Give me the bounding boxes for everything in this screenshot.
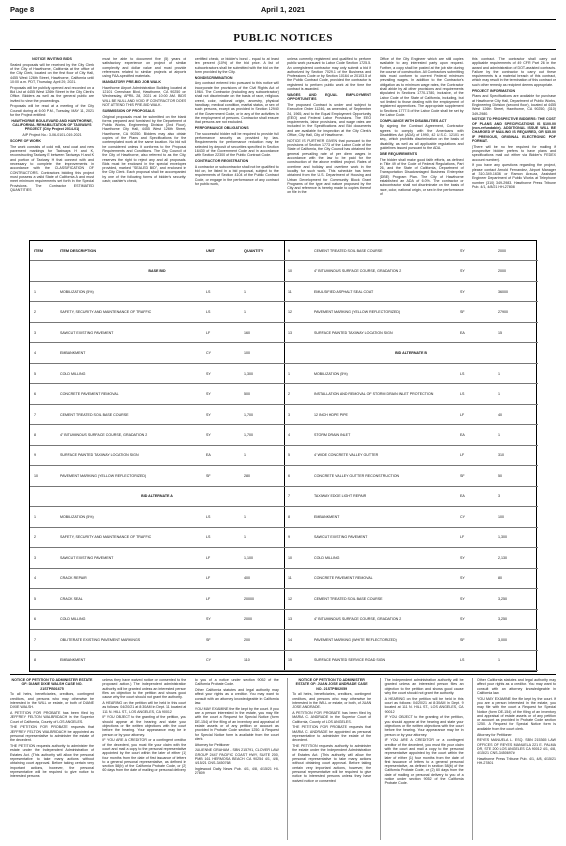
cell-item: 8: [34, 658, 36, 663]
cell-desc: PAVEMENT MARKING (YELLOW REFLECTORIZED): [314, 310, 401, 315]
column-header-quantity: QUANTITY: [244, 248, 264, 253]
page-number: Page 8: [10, 5, 35, 14]
cell-item: 9: [34, 453, 36, 458]
cell-unit: SY: [206, 433, 211, 438]
notice-paragraph: The work consists of cold mill, seal coat and new pavement markings for Taxiways H and K, reconstructing Taxiway E between Taxiways H and K and portion of Taxiway H that connect with and necessary to complete the improvements in accordance with the CLASSIFICATION OF CONTRACTORS. Contractors bidding this project must possess a valid State of California A and must meet minimum requirements set forth in the Special Provisions. The Contractor ESTIMATED QUANTITIES: [10, 144, 94, 192]
table-section-heading: [284, 343, 538, 363]
table-row: [30, 466, 284, 486]
cell-qty: 1,100: [244, 555, 253, 560]
cell-item: 1: [34, 289, 36, 294]
notice-column: [472, 57, 556, 237]
cell-item: 10: [34, 473, 38, 478]
notice-paragraph: Proposals will be publicly opened and recorded on a Bid List at 4455 West 126th Street in the City Clerk's Office. Bidders as well as the general public are invited to view the proceedings.: [10, 85, 94, 103]
cell-unit: SY: [206, 412, 211, 417]
cell-desc: CEMENT TREATED SOIL BASE COURSE: [314, 248, 383, 253]
notice-heading: PERFORMANCE OBLIGATIONS: [194, 125, 249, 130]
cell-item: 4: [34, 576, 36, 581]
notice-paragraph: must be able to document five (5) years of satisfactory experience on project of similar complexity and dollar value and must provide references related to similar projects at airports using FAA-specified materials.: [102, 57, 187, 79]
table-row: [284, 425, 538, 445]
table-row: [284, 507, 538, 527]
cell-desc: SAFETY, SECURITY AND MAINTENANCE OF TRAFFIC: [60, 310, 152, 315]
notice-column: [102, 57, 186, 237]
probate-paragraph: REYES MANUELA L. ESQ. SBN 215365 LAW OFFICES OF REYES MANUELA 221 E. PALMA DR, STE 200 LOS ANGELES CA 90012 4/1, 4/8, 4/15/21 CNS-3450697#: [477, 738, 556, 756]
table-row: [284, 364, 538, 384]
notice-column: [195, 57, 279, 237]
notice-heading: MANDATORY PRE-BID JOB WALK: [102, 79, 161, 84]
table-row: [30, 405, 284, 425]
probate-paragraph: YOU MAY EXAMINE the file kept by the court. If you are a person interested in the estate, you may file with the court a Request for Special Notice (form DE-154) of the filing of an inventory and appraisal of estate assets or of any petition or account as provided in Probate Code section 1250. A Request for Special Notice form is available from the court clerk.: [194, 706, 279, 741]
notice-heading: NONDISCRIMINATION: [194, 75, 233, 80]
cell-qty: 1,700: [244, 412, 253, 417]
cell-unit: CY: [206, 351, 211, 356]
section-label: BID ALTERNATE A: [141, 494, 173, 499]
cell-desc: 12 INCH HDPE PIPE: [314, 412, 348, 417]
cell-desc: EMULSIFIED ASPHALT SEAL COAT: [314, 289, 374, 294]
notice-paragraph: Original proposals must be submitted on the blank forms prepared and furnished by the Department of Public Works, Engineering Division (2nd Floor), Hawthorne City Hall, 4455 West 126th Street, Hawthorne, CA 90250. Bidders may also obtain copies of the Plans and Specifications for the contemplated work at the same location. No bid will be considered unless it conforms to the Proposal Requirements and Conditions. The City Council of the City of Hawthorne, also referred to as the City, reserves the right to reject any and all proposals. Bids must be enclosed in the special envelopes provided, marked "SEALED BID", and enclosed in the City Clerk. Each proposal shall be accompanied by one of the following forms of bidder's security: cash; cashier's check,: [102, 114, 187, 184]
cell-qty: 1: [244, 535, 246, 540]
cell-qty: 15: [498, 330, 502, 335]
notice-heading: COMPLIANCE WITH DISABILITIES ACT: [379, 118, 447, 123]
probate-paragraph: To all heirs, beneficiaries, creditors, contingent creditors, and persons who may otherwise be interested in the WILL or estate, or both of DIANE DIXIE WALSH.: [10, 692, 94, 710]
table-row: [284, 323, 538, 343]
cell-desc: SURFACE PAINTED TAXIWAY LOCATION SIGN: [314, 330, 393, 335]
notice-paragraph: (There will be no fee required for mailing if prospective bidder prefers to have plans and specifications mail out either via Bidder's FEDEX account number).: [472, 144, 556, 162]
cell-desc: 4" BITUMINOUS SURFACE COURSE, GRADATION 2: [314, 617, 402, 622]
cell-qty: 2000: [498, 269, 506, 274]
probate-paragraph: Other California statutes and legal authority may affect your rights as a creditor. You may want to consult with an attorney knowledgeable in California law.: [194, 688, 279, 705]
notice-heading: HAWTHORNE BOULEVARD AND HAWTHORNE, CALIFORNIA. REHABILITATION OF TAXIWAYS PROJECT (City Project 2014-01): [11, 118, 93, 132]
cell-item: 7: [34, 412, 36, 417]
cell-item: 2: [288, 392, 290, 397]
table-row: [30, 569, 284, 589]
probate-paragraph: THE PETITION FOR PROBATE requests that MARIA C. ANDRADE be appointed as personal representative to administer the estate of the decedent.: [292, 725, 372, 743]
notice-paragraph: NOTICE IS FURTHER GIVEN that pursuant to the provisions of Section 1773 of the Labor Code of the State of California, the City Council has obtained the general prevailing rate of per diem wages in accordance with the law to be paid for the construction of the above entitled project. Rates of overtime and holiday and overtime work in the locality for such work. This schedule has been obtained from the U.S. Department of Housing and Urban Development for Community Block Grant Programs of the type and nature proposed by the City and reference is hereby made to copies thereof on file in the: [287, 138, 372, 195]
probate-column: [472, 678, 556, 840]
probate-heading: NOTICE OF PETITION TO ADMINISTER ESTATE OF: DIANE DIXIE WALSH CASE NO. 21STPB01675: [11, 678, 93, 691]
cell-qty: 2000: [498, 248, 506, 253]
cell-unit: SF: [206, 637, 211, 642]
probate-paragraph: A HEARING on the petition will be held in this court as follows: 04/20/21 at 8:30AM in Dept. 11 located at 111 N. HILL ST., LOS ANGELES, CA 90012: [102, 700, 187, 714]
table-section-heading: [30, 487, 284, 507]
cell-desc: STORM DRAIN INLET: [314, 432, 351, 437]
probate-paragraph: IF YOU OBJECT to the granting of the petition, you should appear at the hearing and state your objections or file written objections with the court before the hearing. Your appearance may be in person or by your attorney.: [102, 715, 187, 737]
table-row: [30, 364, 284, 384]
cell-unit: LF: [460, 535, 465, 540]
cell-item: 1: [288, 371, 290, 376]
column-header-item: ITEM: [34, 248, 44, 253]
section-label: BASE BID: [148, 269, 166, 274]
notice-paragraph: Office of the City Engineer which are still copies available to any interested party upon request. Further, a copy shall be posted at the job site during the course of construction. All Contractors submitting bids must conform to current Federal minimum prevailing wages. In addition to the Contractor's obligation as to minimum wage rates, the Contractor shall abide by all other provisions and requirements stipulated in Sections 1770-1780, inclusive, of the Labor Code of the State of California, including, but not limited to those dealing with the employment of registered apprentices. The appropriate supplement to Sections 1777.5 of the Labor Code shall be set by the Labor Code.: [379, 57, 464, 117]
cell-unit: LS: [206, 535, 211, 540]
cell-desc: EMBANKMENT: [60, 350, 86, 355]
cell-item: 15: [288, 658, 292, 663]
table-row: [30, 343, 284, 363]
cell-qty: 500: [244, 392, 250, 397]
table-row: [30, 507, 284, 527]
table-row: [30, 610, 284, 630]
probate-paragraph: JULIENNE GRAHAM - SBN 215791, CLOVER LAW GROUP 2447 PACIFIC COAST HWY, SUITE 200, PMB 161 HERMOSA BEACH CA 90254 4/1, 4/8, 4/15/21 CNS-3450768: [194, 748, 279, 766]
cell-qty: 100: [498, 514, 504, 519]
cell-unit: LF: [206, 576, 211, 581]
cell-unit: EA: [460, 494, 465, 499]
probate-paragraph: IF YOU ARE A CREDITOR or a contingent creditor of the decedent, you must file your claim with the court and mail a copy to the personal representative appointed by the court within the later of either (1) four months from the date of first issuance of letters to a general personal representative, as defined in section 58(b) of the California Probate Code, or (2) 60 days from the date of mailing or personal delivery: [102, 738, 187, 773]
cell-desc: CONCRETE VALLEY GUTTER RECONSTRUCTION: [314, 473, 400, 478]
probate-paragraph: A PETITION FOR PROBATE has been filed by MARIA C. ANDRADE in the Superior Court of California, County of LOS ANGELES.: [292, 711, 372, 724]
probate-paragraph: Other California statutes and legal authority may affect your rights as a creditor. You may want to consult with an attorney knowledgeable in California law.: [477, 678, 556, 695]
notice-paragraph: certified check, or bidder's bond - equal to at least ten percent (10%) of the bid price. A list of subcontractors shall be submitted with the bid on the form provided by the City.: [194, 57, 279, 74]
issue-date: April 1, 2021: [260, 5, 306, 14]
probate-paragraph: To all heirs, beneficiaries, creditors, contingent creditors, and persons who may otherwise be interested in the WILL or estate, or both, of JUAN JOSE ANDRADE.: [292, 692, 372, 710]
cell-unit: LS: [460, 392, 465, 397]
notice-column: [380, 57, 464, 237]
cell-qty: 1: [498, 392, 500, 397]
notice-heading: PROJECT INFORMATION: [472, 88, 516, 93]
notice-paragraph: Hawthorne Airport Administration Building located at 12101 Crenshaw Blvd, Hawthorne, CA 90250 on Wednesday, APRIL 28, 2021 at 10:00 AM. BIDS WILL BE NULL AND VOID IF CONTRACTOR DOES NOT ATTEND THIS PRE-BID WALK.: [102, 85, 187, 107]
cell-qty: 3,000: [498, 637, 507, 642]
cell-item: 11: [288, 289, 292, 294]
cell-qty: 200: [244, 637, 250, 642]
cell-unit: SY: [460, 289, 465, 294]
cell-unit: EA: [460, 433, 465, 438]
cell-desc: CONCRETE PAVEMENT REMOVAL: [314, 576, 373, 581]
table-row: [30, 282, 284, 302]
cell-desc: CRACK REPAIR: [60, 576, 87, 581]
cell-item: 6: [34, 392, 36, 397]
notice-paragraph: The proposed Contract is under and subject to Executive Order 11246, as amended, of September 24, 1965, and to the Equal Employment Opportunity (EEO) and Federal Labor Provisions. The EEO requirements, labor provisions, and wage rates are included in the Specifications and Bid documents and are available for inspection at the City Clerk's Office, City Hall, City of Hawthorne.: [287, 102, 372, 138]
table-row: [284, 446, 538, 466]
table-row: [30, 425, 284, 445]
cell-qty: 2000: [244, 617, 252, 622]
notice-heading: DBE REQUIREMENTS: [379, 151, 418, 156]
notice-paragraph: unless currently registered and qualified to perform public work pursuant to Labor Code Section 1725.5. An unregistered contractor may only submit a bid if authorized by Section 7029.1 of the Business and Professions Code or by Section 10164 or 20103.5 of the Public Contract Code, provided the contractor is registered to perform public work at the time the contract is awarded.: [287, 57, 372, 92]
probate-paragraph: IF YOU ARE A CREDITOR or a contingent creditor of the decedent, you must file your claim with the court and mail a copy to the personal representative appointed by the court within the later of either (1) four months from the date of first issuance of letters to a general personal representative, as defined in section 58(b) of the California Probate Code, or (2) 60 days from the date of mailing or personal delivery to you of a notice under section 9052 of the California Probate Code.: [384, 738, 464, 786]
cell-unit: SY: [460, 596, 465, 601]
cell-desc: CRACK SEAL: [60, 596, 83, 601]
cell-desc: COLD MILLING: [314, 555, 340, 560]
cell-qty: 3,250: [498, 617, 507, 622]
cell-desc: INSTALLATION AND REMOVAL OF STORM DRAIN INLET PROTECTION: [314, 391, 434, 396]
table-row: [284, 302, 538, 322]
probate-column: [102, 678, 186, 840]
probate-paragraph: The independent administration authority will be granted unless an interested person files an objection to the petition and shows good cause why the court should not grant the authority.: [384, 678, 464, 695]
cell-qty: 1: [498, 658, 500, 663]
bid-table-left-half: [30, 241, 284, 671]
cell-unit: SY: [460, 617, 465, 622]
cell-unit: SF: [460, 473, 465, 478]
cell-qty: 1: [244, 514, 246, 519]
notice-paragraph: A contractor or subcontractor shall not be qualified to bid on, be listed in a bid proposal, subject to the requirements of Section 4104 of the Public Contract Code, or engage in the performance of any contract for public work,: [194, 164, 279, 187]
column-header-description: ITEM DESCRIPTION: [60, 248, 97, 253]
cell-unit: LS: [206, 289, 211, 294]
cell-item: 3: [34, 330, 36, 335]
table-row: [284, 651, 538, 671]
notice-paragraph: Any contract entered into pursuant to this notice will incorporate the provisions of the Civil Rights Act of 1964. The Contractor (including any subcontractor) shall not discriminate on the basis of race, religious creed, color, national origin, ancestry, physical handicap, medical condition, marital status, or sex of such persons, except as provided in Section 12940 of the Government Code, or in any of the activities in the employment of persons. Contractor shall ensure that persons are not excluded.: [194, 81, 279, 125]
cell-unit: LS: [206, 310, 211, 315]
cell-desc: EMBANKMENT: [60, 658, 86, 663]
cell-qty: 2,130: [498, 555, 507, 560]
probate-paragraph: IF YOU OBJECT to the granting of the petition, you should appear at the hearing and state your objections or file written objections with the court before the hearing. Your appearance may be in person or by your attorney.: [384, 715, 464, 737]
cell-unit: CY: [206, 658, 211, 663]
notice-column: [287, 57, 371, 237]
cell-item: 10: [288, 269, 292, 274]
probate-heading: NOTICE OF PETITION TO ADMINISTER ESTATE OF: JUAN JOSE ANDRADE CASE NO. 21STPB02059: [295, 678, 368, 691]
cell-qty: 160: [244, 330, 250, 335]
cell-desc: COLD MILLING: [60, 371, 86, 376]
table-row: [284, 589, 538, 609]
cell-desc: 4" BITUMINOUS SURFACE COURSE, GRADATION 2: [60, 432, 148, 437]
cell-item: 2: [34, 535, 36, 540]
cell-unit: SY: [206, 617, 211, 622]
cell-item: 5: [34, 371, 36, 376]
bid-quantities-table: [29, 240, 537, 672]
cell-item: 3: [288, 412, 290, 417]
cell-unit: LF: [206, 596, 211, 601]
cell-desc: MOBILIZATION (5%): [60, 514, 94, 519]
probate-paragraph: YOU MAY EXAMINE the file kept by the court. If you are a person interested in the estate, you may file with the court a Request for Special Notice (form DE-154) of the filing of an inventory and appraisal of estate assets or of any petition or account as provided in Probate Code section 1250. A Request for Special Notice form is available from the court clerk.: [477, 696, 556, 731]
probate-paragraph: THE PETITION requests authority to administer the estate under the Independent Administration of Estates Act. (This authority will allow the personal representative to take many actions without obtaining court approval. Before taking certain very important actions, however, the personal representative will be required to give notice to interested persons unless they have waived notice or consented: [292, 744, 372, 783]
table-row: [30, 302, 284, 322]
cell-item: 9: [288, 248, 290, 253]
cell-qty: 3: [498, 494, 500, 499]
notice-paragraph: If you have any questions regarding the project, please contact Arnold Fernandez, Airport Manager at 310-349-1636 or Ramon Arzuza, Assistant Engineer Department of Public Works at Telephone number (310) 349-2983. Hawthorne Press Tribune Pub. 4/1, 4/8/21 HH-27808: [472, 163, 556, 189]
table-row: [30, 548, 284, 568]
cell-desc: SURFACE PAINTED TAXIWAY LOCATION SIGN: [60, 453, 139, 458]
cell-item: 8: [288, 514, 290, 519]
table-row: [284, 466, 538, 486]
table-row: [284, 569, 538, 589]
cell-qty: 50: [498, 473, 502, 478]
notice-heading: WAGES AND EQUAL EMPLOYMENT OPPORTUNITIES: [287, 92, 372, 102]
cell-unit: SY: [460, 269, 465, 274]
cell-desc: PAVEMENT MARKING (WHITE REFLECTORIZED): [314, 637, 397, 642]
cell-desc: TAXIWAY EDGE LIGHT REPAIR: [314, 494, 367, 499]
cell-qty: 27900: [498, 310, 508, 315]
table-row: [284, 528, 538, 548]
cell-qty: 110: [244, 658, 250, 663]
cell-item: 13: [288, 330, 292, 335]
cell-unit: SY: [460, 576, 465, 581]
probate-paragraph: unless they have waived notice or consented to the proposed action.) The independent administration authority will be granted unless an interested person files an objection to the petition and shows good cause why the court should not grant the authority.: [102, 678, 187, 700]
cell-qty: 1: [244, 289, 246, 294]
cell-qty: 1,700: [244, 433, 253, 438]
notice-heading: CONTRACTOR REGISTRATION: [194, 159, 249, 164]
cell-unit: LS: [460, 658, 465, 663]
cell-desc: MOBILIZATION (5%): [60, 289, 94, 294]
bid-table-right-half: [284, 241, 538, 671]
table-row: [284, 384, 538, 404]
table-row: [30, 589, 284, 609]
title-rule: [10, 49, 556, 50]
cell-qty: 80: [498, 576, 502, 581]
cell-unit: LS: [460, 371, 465, 376]
cell-desc: CEMENT TREATED SOIL BASE COURSE: [314, 596, 383, 601]
probate-column: [380, 678, 464, 840]
cell-item: 13: [288, 617, 292, 622]
cell-qty: 1,300: [498, 535, 507, 540]
table-row: [284, 610, 538, 630]
cell-item: 6: [34, 617, 36, 622]
table-row: [284, 241, 538, 261]
column-header-unit: UNIT: [206, 248, 215, 253]
cell-unit: SY: [460, 555, 465, 560]
table-row: [284, 487, 538, 507]
cell-unit: SY: [206, 371, 211, 376]
cell-item: 2: [34, 310, 36, 315]
cell-desc: 4' WIDE CONCRETE VALLEY GUTTER: [314, 453, 379, 458]
cell-item: 8: [34, 433, 36, 438]
notice-heading: NOTICE TO PROSPECTIVE BIDDERS: THE COST OF PLANS AND SPECIFICATIONS IS $100.00 (non-refundable). ADDITIONAL ISSUE WILL BE CHARGED IF MAILING IS REQUIRED, OR $35.00 IF PREVIOUS, ORIGINAL ELECTRONIC PDF FORMAT.: [472, 117, 556, 143]
cell-item: 5: [288, 453, 290, 458]
notice-paragraph: this contract. The contractor shall carry out applicable requirements of 49 CFR Part 26 in the award and administration of DOT-assisted contracts. Failure by the contractor to carry out these requirements is a material breach of this contract, which may result in the termination of this contract or such other remedy as recipient deems appropriate.: [472, 57, 556, 87]
cell-qty: 100: [244, 351, 250, 356]
cell-desc: 4" BITUMINOUS SURFACE COURSE, GRADATION 2: [314, 269, 402, 274]
probate-paragraph: A PETITION FOR PROBATE has been filed by JEFFREY FELTON WALBRIDACH in the Superior Court of California, County of LOS ANGELES.: [10, 711, 94, 724]
table-row: [284, 261, 538, 281]
cell-item: 6: [288, 473, 290, 478]
cell-item: 9: [288, 535, 290, 540]
table-row: [30, 528, 284, 548]
cell-qty: 1: [244, 453, 246, 458]
notice-column: [10, 57, 94, 237]
table-row: [30, 384, 284, 404]
probate-paragraph: Attorney for Petitioner: [194, 742, 230, 747]
cell-item: 3: [34, 555, 36, 560]
cell-unit: CY: [460, 514, 465, 519]
cell-unit: LF: [460, 412, 465, 417]
notice-paragraph: The bidder shall make good faith efforts, as defined in Title 49 of the Code of Federal Regulations, Part 26, and the State of California, Department of Transportation Disadvantaged Business Enterprise (DBE) Program Plan. The City of Hawthorne established an ADA of 6.0%. The contractor or subcontractor shall not discriminate on the basis of race, color, national origin, or sex in the performance of: [379, 157, 464, 196]
cell-item: 4: [34, 351, 36, 356]
table-row: [284, 282, 538, 302]
probate-notices: [10, 678, 556, 840]
cell-qty: 3,250: [498, 596, 507, 601]
probate-paragraph: Inglewood Daily News Pub. 4/1, 4/8, 4/15/21 HI-27809: [194, 767, 279, 776]
notice-heading: NOTICE INVITING BIDS: [32, 57, 72, 61]
notice-heading: SCOPE OF WORK: [10, 139, 41, 144]
cell-desc: SAWCUT EXISTING PAVEMENT: [60, 555, 114, 560]
cell-item: 7: [34, 637, 36, 642]
probate-column: [287, 678, 371, 840]
cell-item: 14: [288, 637, 292, 642]
cell-item: 11: [288, 576, 292, 581]
probate-paragraph: to you of a notice under section 9052 of the California Probate Code.: [194, 678, 279, 687]
header-rule: [10, 19, 556, 20]
cell-qty: 36000: [498, 289, 508, 294]
cell-unit: SF: [206, 473, 211, 478]
notice-heading: SUBMISSION OF PROPOSALS: [102, 108, 155, 113]
cell-desc: CEMENT TREATED SOIL BASE COURSE: [60, 412, 129, 417]
notice-paragraph: Proposals will be read at a meeting of the City Council during at 6:00 P.M., Tuesday, MAY 11, 2021 for the Project entitled:: [10, 104, 94, 118]
cell-unit: SF: [460, 310, 465, 315]
cell-unit: SF: [460, 637, 465, 642]
section-title: PUBLIC NOTICES: [233, 32, 333, 44]
probate-paragraph: THE PETITION FOR PROBATE requests that JEFFREY FELTON WALBRIDACH be appointed as personal representative to administer the estate of the decedent.: [10, 725, 94, 743]
probate-paragraph: Attorney for Petitioner: [477, 732, 512, 737]
cell-qty: 1: [244, 310, 246, 315]
cell-unit: EA: [460, 330, 465, 335]
bottom-rule: [10, 674, 556, 675]
cell-qty: 310: [498, 453, 504, 458]
table-row: [30, 630, 284, 650]
cell-desc: MOBILIZATION (5%): [314, 371, 348, 376]
cell-desc: SURFACE PAINTED SERVICE ROAD SIGN: [314, 658, 386, 663]
table-row: [30, 651, 284, 671]
cell-item: 12: [288, 596, 292, 601]
notice-paragraph: Sealed proposals will be received by the City Clerk of the City of Hawthorne, California at the office of the City Clerk, located on the first floor of City Hall, 4455 West 126th Street, Hawthorne, California until 10:00 a.m. PDT, Thursday, April 29, 2021.: [10, 62, 94, 84]
cell-qty: 1,300: [244, 371, 253, 376]
cell-item: 7: [288, 494, 290, 499]
table-section-heading: [30, 261, 284, 281]
cell-desc: PAVEMENT MARKING (YELLOW REFLECTORIZED): [60, 473, 147, 478]
notice-paragraph: Plans and Specifications are available for purchase at Hawthorne City Hall, Department of Public Works, Engineering Division (second floor), located at 4455 West 126th Street, Hawthorne, CA 90250, (310) 349-2980.: [472, 94, 556, 116]
table-row: [284, 630, 538, 650]
cell-qty: 1: [498, 433, 500, 438]
table-row: [30, 446, 284, 466]
cell-desc: COLD MILLING: [60, 617, 86, 622]
notice-paragraph: By signing the Contract Agreement, Contractor agrees to comply with the Americans with Disabilities Act (ADA) of 1990, 42 U.S.C. 12101 et seq., which prohibits discrimination on the basis of disability, as well as all applicable regulations and guidelines issued pursuant to the ADA.: [379, 124, 464, 150]
table-row: [30, 323, 284, 343]
cell-desc: SAFETY, SECURITY AND MAINTENANCE OF TRAFFIC: [60, 535, 152, 540]
cell-desc: EMBANKMENT: [314, 514, 340, 519]
cell-unit: SY: [460, 248, 465, 253]
cell-qty: 1: [498, 371, 500, 376]
probate-column: [10, 678, 94, 840]
cell-desc: OBLITERATE EXISTING PAVEMENT MARKINGS: [60, 637, 141, 642]
page-header: [10, 5, 556, 17]
cell-item: 5: [34, 596, 36, 601]
cell-unit: LF: [460, 453, 465, 458]
table-header-row: [30, 241, 284, 261]
bid-notice-text: [10, 57, 556, 237]
cell-qty: 280: [244, 473, 250, 478]
cell-item: 4: [288, 433, 290, 438]
notice-paragraph: AIP Project No.: 3-06-0101-019-2021: [22, 133, 82, 138]
cell-unit: LF: [206, 555, 211, 560]
section-label: BID ALTERNATE B: [395, 351, 427, 356]
cell-unit: LS: [206, 514, 211, 519]
cell-desc: SAWCUT EXISTING PAVEMENT: [60, 330, 114, 335]
cell-unit: LF: [206, 330, 211, 335]
probate-column: [195, 678, 279, 840]
notice-paragraph: The successful bidder will be required to provide full performance security as provided by law. Requirements for performance reduction may be selected by deposit of securities specified in Section 16430 of the Government Code and in accordance with Section 22300 of the Public Contract Code.: [194, 131, 279, 158]
cell-desc: SAWCUT EXISTING PAVEMENT: [314, 535, 368, 540]
table-row: [284, 548, 538, 568]
cell-item: 12: [288, 310, 292, 315]
cell-qty: 40: [498, 412, 502, 417]
cell-desc: CONCRETE PAVEMENT REMOVAL: [60, 391, 119, 396]
cell-unit: EA: [206, 453, 211, 458]
cell-qty: 400: [244, 576, 250, 581]
cell-qty: 20000: [244, 596, 254, 601]
cell-unit: SY: [206, 392, 211, 397]
probate-paragraph: Hawthorne Press Tribune Pub. 4/1, 4/8, 4/15/21 HH-27801: [477, 757, 556, 766]
cell-item: 10: [288, 555, 292, 560]
table-row: [284, 405, 538, 425]
cell-item: 1: [34, 514, 36, 519]
probate-paragraph: A HEARING on the petition will be held in this court as follows: 04/20/21 at 8:30AM in Dept. 9 located at 111 N. HILL ST., LOS ANGELES, CA 90012: [384, 696, 464, 714]
probate-paragraph: THE PETITION requests authority to administer the estate under the Independent Administration of Estates Act. (This authority will allow the personal representative to take many actions without obtaining court approval. Before taking certain very important actions, however, the personal representative will be required to give notice to interested persons: [10, 744, 94, 779]
